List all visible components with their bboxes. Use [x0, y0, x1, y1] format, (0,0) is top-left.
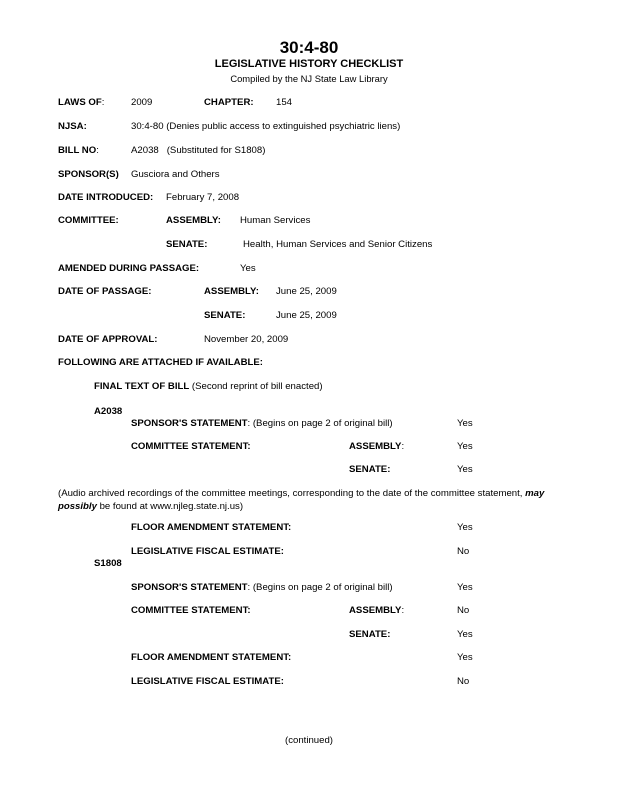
passage-senate-value: June 25, 2009	[276, 310, 337, 321]
sponsors-value: Gusciora and Others	[131, 169, 220, 180]
passage-assembly-value: June 25, 2009	[276, 286, 337, 297]
sponsors-label: SPONSOR(S)	[58, 169, 119, 180]
date-introduced-label: DATE INTRODUCED:	[58, 192, 154, 203]
approval-label: DATE OF APPROVAL:	[58, 334, 158, 345]
chapter-value: 154	[276, 97, 293, 108]
committee-senate-value: Health, Human Services and Senior Citizens	[243, 239, 433, 250]
final-text-row	[94, 381, 323, 392]
a2038-fiscal-value: No	[457, 546, 470, 557]
s1808-assembly-group	[349, 605, 404, 616]
audio-archive-note	[58, 487, 578, 513]
laws-of-value: 2009	[131, 97, 153, 108]
audio-note-before: (Audio archived recordings of the committee meetings, corresponding to the date of the committee statement,	[58, 488, 526, 499]
date-introduced-value: February 7, 2008	[166, 192, 240, 203]
laws-of-colon: :	[101, 97, 105, 108]
a2038-senate-value: Yes	[457, 464, 473, 475]
amended-value: Yes	[240, 263, 256, 274]
a2038-fiscal-label: LEGISLATIVE FISCAL ESTIMATE:	[131, 546, 284, 557]
amended-label: AMENDED DURING PASSAGE:	[58, 263, 200, 274]
laws-of-label: LAWS OF	[58, 97, 102, 108]
s1808-bill-label: S1808	[94, 558, 122, 569]
a2038-assembly-label: ASSEMBLY	[349, 441, 402, 452]
bill-no-label: BILL NO	[58, 145, 97, 156]
final-text-label: FINAL TEXT OF BILL	[94, 381, 190, 392]
approval-value: November 20, 2009	[204, 334, 289, 345]
a2038-senate-label: SENATE:	[349, 464, 391, 475]
a2038-sponsor-value: Yes	[457, 418, 473, 429]
committee-assembly-label: ASSEMBLY:	[166, 215, 221, 226]
passage-label: DATE OF PASSAGE:	[58, 286, 152, 297]
bill-no-colon: :	[96, 145, 99, 156]
attached-heading: FOLLOWING ARE ATTACHED IF AVAILABLE:	[58, 357, 263, 368]
passage-senate-label: SENATE:	[204, 310, 246, 321]
chapter-label: CHAPTER:	[204, 97, 254, 108]
njsa-value: 30:4-80 (Denies public access to extinguished psychiatric liens)	[131, 121, 401, 132]
continued-note: (continued)	[285, 735, 333, 746]
a2038-committee-label: COMMITTEE STATEMENT:	[131, 441, 251, 452]
s1808-sponsor-value: Yes	[457, 582, 473, 593]
a2038-floor-label: FLOOR AMENDMENT STATEMENT:	[131, 522, 292, 533]
s1808-assembly-value: No	[457, 605, 470, 616]
a2038-sponsor-label: SPONSOR'S STATEMENT	[131, 418, 248, 429]
s1808-senate-value: Yes	[457, 629, 473, 640]
page-subtitle: LEGISLATIVE HISTORY CHECKLIST	[214, 58, 404, 70]
s1808-fiscal-value: No	[457, 676, 470, 687]
a2038-assembly-group	[349, 441, 404, 452]
a2038-sponsor-note: : (Begins on page 2 of original bill)	[247, 418, 393, 429]
a2038-floor-value: Yes	[457, 522, 473, 533]
s1808-sponsor-label: SPONSOR'S STATEMENT	[131, 582, 248, 593]
committee-senate-label: SENATE:	[166, 239, 208, 250]
a2038-bill-label: A2038	[94, 406, 123, 417]
njsa-label: NJSA:	[58, 121, 87, 132]
audio-note-after: be found at www.njleg.state.nj.us)	[96, 501, 244, 512]
final-text-note: (Second reprint of bill enacted)	[189, 381, 323, 392]
s1808-fiscal-label: LEGISLATIVE FISCAL ESTIMATE:	[131, 676, 284, 687]
a2038-assembly-value: Yes	[457, 441, 473, 452]
bill-no-value: A2038 (Substituted for S1808)	[131, 145, 266, 156]
page-title: 30:4-80	[279, 38, 339, 57]
committee-label: COMMITTEE:	[58, 215, 119, 226]
s1808-assembly-colon: :	[401, 605, 405, 616]
s1808-committee-label: COMMITTEE STATEMENT:	[131, 605, 251, 616]
s1808-sponsor-row	[131, 582, 393, 593]
passage-assembly-label: ASSEMBLY:	[204, 286, 259, 297]
laws-of-label-group	[58, 97, 104, 108]
committee-assembly-value: Human Services	[240, 215, 311, 226]
a2038-sponsor-row	[131, 418, 393, 429]
s1808-floor-label: FLOOR AMENDMENT STATEMENT:	[131, 652, 292, 663]
s1808-senate-label: SENATE:	[349, 629, 391, 640]
audio-note-emphasis: may possibly	[58, 488, 545, 512]
a2038-assembly-colon: :	[401, 441, 405, 452]
compiled-by: Compiled by the NJ State Law Library	[230, 73, 388, 84]
s1808-floor-value: Yes	[457, 652, 473, 663]
s1808-sponsor-note: : (Begins on page 2 of original bill)	[247, 582, 393, 593]
bill-no-label-group	[58, 145, 99, 156]
s1808-assembly-label: ASSEMBLY	[349, 605, 402, 616]
